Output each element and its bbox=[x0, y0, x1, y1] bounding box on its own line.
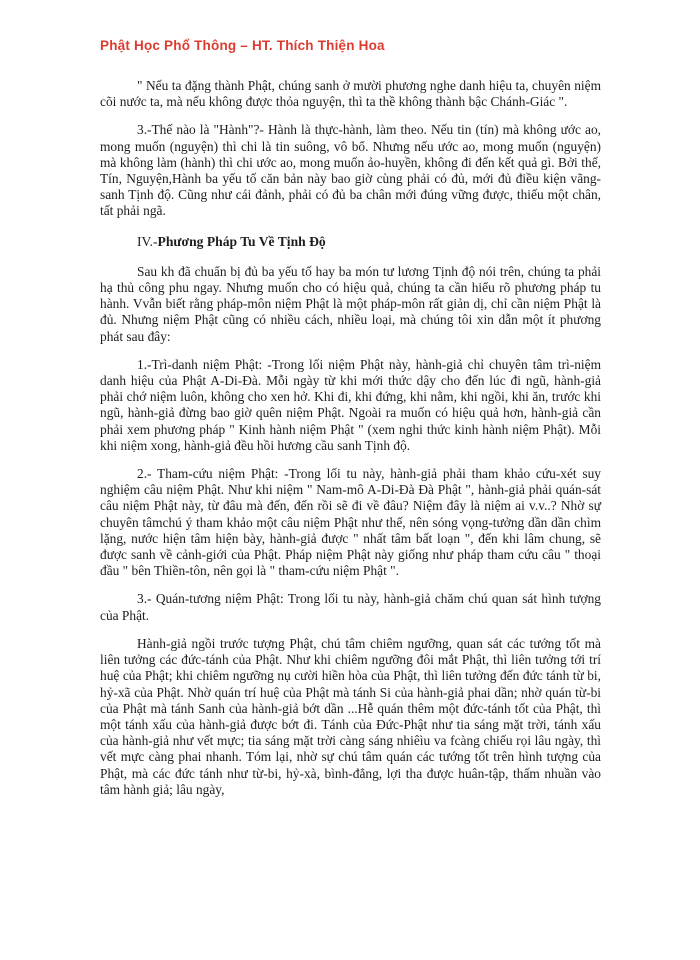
section-heading-title: Phương Pháp Tu Về Tịnh Độ bbox=[157, 233, 326, 249]
section-heading bbox=[100, 234, 601, 250]
paragraph-quote-vow: " Nếu ta đặng thành Phật, chúng sanh ở mười phương nghe danh hiệu ta, chuyên niệm cõi nước ta, mà nếu không được thỏa nguyện, thì ta thề không thành bậc Chánh-Giác ". bbox=[100, 78, 601, 110]
section-heading-numeral: IV.- bbox=[137, 233, 158, 249]
page-header-title: Phật Học Phổ Thông – HT. Thích Thiện Hoa bbox=[100, 38, 385, 53]
paragraph-method-1-tri-danh: 1.-Trì-danh niệm Phật: -Trong lối niệm Phật này, hành-giả chỉ chuyên tâm trì-niệm danh hiệu của Phật A-Di-Đà. Mỗi ngày từ khi mới thức dậy cho đến lúc đi ngũ, hành-giả phải chớ niệm luôn, không cho xen hở. Khi đi, khi đứng, khi nằm, khi ngồi, khi ăn, trước khi ngũ, hành-giả đừng bao giờ quên niệm Phật. Ngoài ra muốn có hiệu quả hơn, hành-giả cần phải xem phương pháp " Kinh hành niệm Phật " (xem nghi thức kinh hành niệm Phật). Mỗi khi niệm xong, hành-giả đều hồi hương cầu sanh Tịnh độ. bbox=[100, 356, 601, 453]
paragraph-hanh-definition: 3.-Thế nào là "Hành"?- Hành là thực-hành, làm theo. Nếu tin (tín) mà không ước ao, mong muốn (nguyện) thì chi là tin suông, vô bổ. Nhưng nếu ước ao, mong muốn (nguyện) mà không làm (hành) thì chi ước ao, mong muốn ảo-huyền, không đi đến kết quả gì. Bởi thế, Tín, Nguyện,Hành ba yếu tố căn bản này bao giờ cùng phải có đủ, mới đủ điều kiện vãng-sanh Tịnh độ. Cũng như cái đảnh, phải có đủ ba chân mới đúng vững được, thiếu một chân, tất phải ngã. bbox=[100, 122, 601, 219]
paragraph-quan-tuong-detail: Hành-giả ngồi trước tượng Phật, chú tâm chiêm ngưỡng, quan sát các tướng tốt mà liên tưởng các đức-tánh của Phật. Như khi chiêm ngưỡng đôi mắt Phật, thì liên tưởng tới trí huệ của Phật; khi chiêm ngưỡng nụ cười hiền hòa của Phật, thì liên tưởng đến đức tánh từ bi, hỷ-xã của Phật. Nhờ quán trí huệ của Phật mà tánh Si của hành-giả phai dần; nhờ quán từ-bi của Phật mà tánh Sanh của hành-giả bớt dần ...Hễ quán thêm một đức-tánh tốt của Phật, thì một tánh xấu của hành-giả được bớt đi. Tánh của Đức-Phật như tia sáng mặt trời, tánh xấu của hành-giả như vết mực; tia sáng mặt trời càng sáng nhiêìu va fcàng chiếu rọi lâu ngày, thì vết mực càng phai nhanh. Tóm lại, nhờ sự chú tâm quán các tướng tốt trên hình tượng của Phật, mà các đức tánh như từ-bi, hỷ-xà, bình-đẳng, lợi tha được huân-tập, thấm nhuần vào tâm hành giả; lâu ngày, bbox=[100, 635, 601, 797]
paragraph-method-2-tham-cuu: 2.- Tham-cứu niệm Phật: -Trong lối tu này, hành-giả phải tham khảo cứu-xét suy nghiệm câu niệm Phật. Như khi niệm " Nam-mô A-Di-Đà Đà Phật ", hành-giả phải quán-sát câu niệm Phật này, từ đâu mà đến, đến rồi sẽ đi về đâu? Niệm đây là niệm ai v.v..? Nhờ sự chuyên tâmchú ý tham khảo một câu niệm Phật như thế, nên sóng vọng-tưởng dần dần chìm lặng, nước hiện tâm hiện bày, hành-giả được " nhất tâm bất loạn ", đến khi lâm chung, sẽ được sanh về cảnh-giới của Phật. Pháp niệm Phật này giống như pháp tham cứu câu " thoại đầu " bên Thiền-tôn, nên gọi là " tham-cứu niệm Phật ". bbox=[100, 466, 601, 579]
paragraph-intro-methods: Sau kh đã chuẩn bị đủ ba yếu tố hay ba món tư lương Tịnh độ nói trên, chúng ta phải hạ thủ công phu ngay. Nhưng muốn cho có hiệu quả, chúng ta cần hiểu rõ phương pháp tu hành. Vvẫn biết rằng pháp-môn niệm Phật là một pháp-môn rất giản dị, chỉ cần niệm Phật là đủ. Nhưng niệm Phật cũng có nhiều cách, nhiều loại, mà chúng tôi xin dẫn một ít phương phát sau đây: bbox=[100, 263, 601, 344]
paragraph-method-3-quan-tuong: 3.- Quán-tương niệm Phật: Trong lối tu này, hành-giả chăm chú quan sát hình tượng của Phật. bbox=[100, 591, 601, 623]
document-body bbox=[100, 78, 601, 810]
